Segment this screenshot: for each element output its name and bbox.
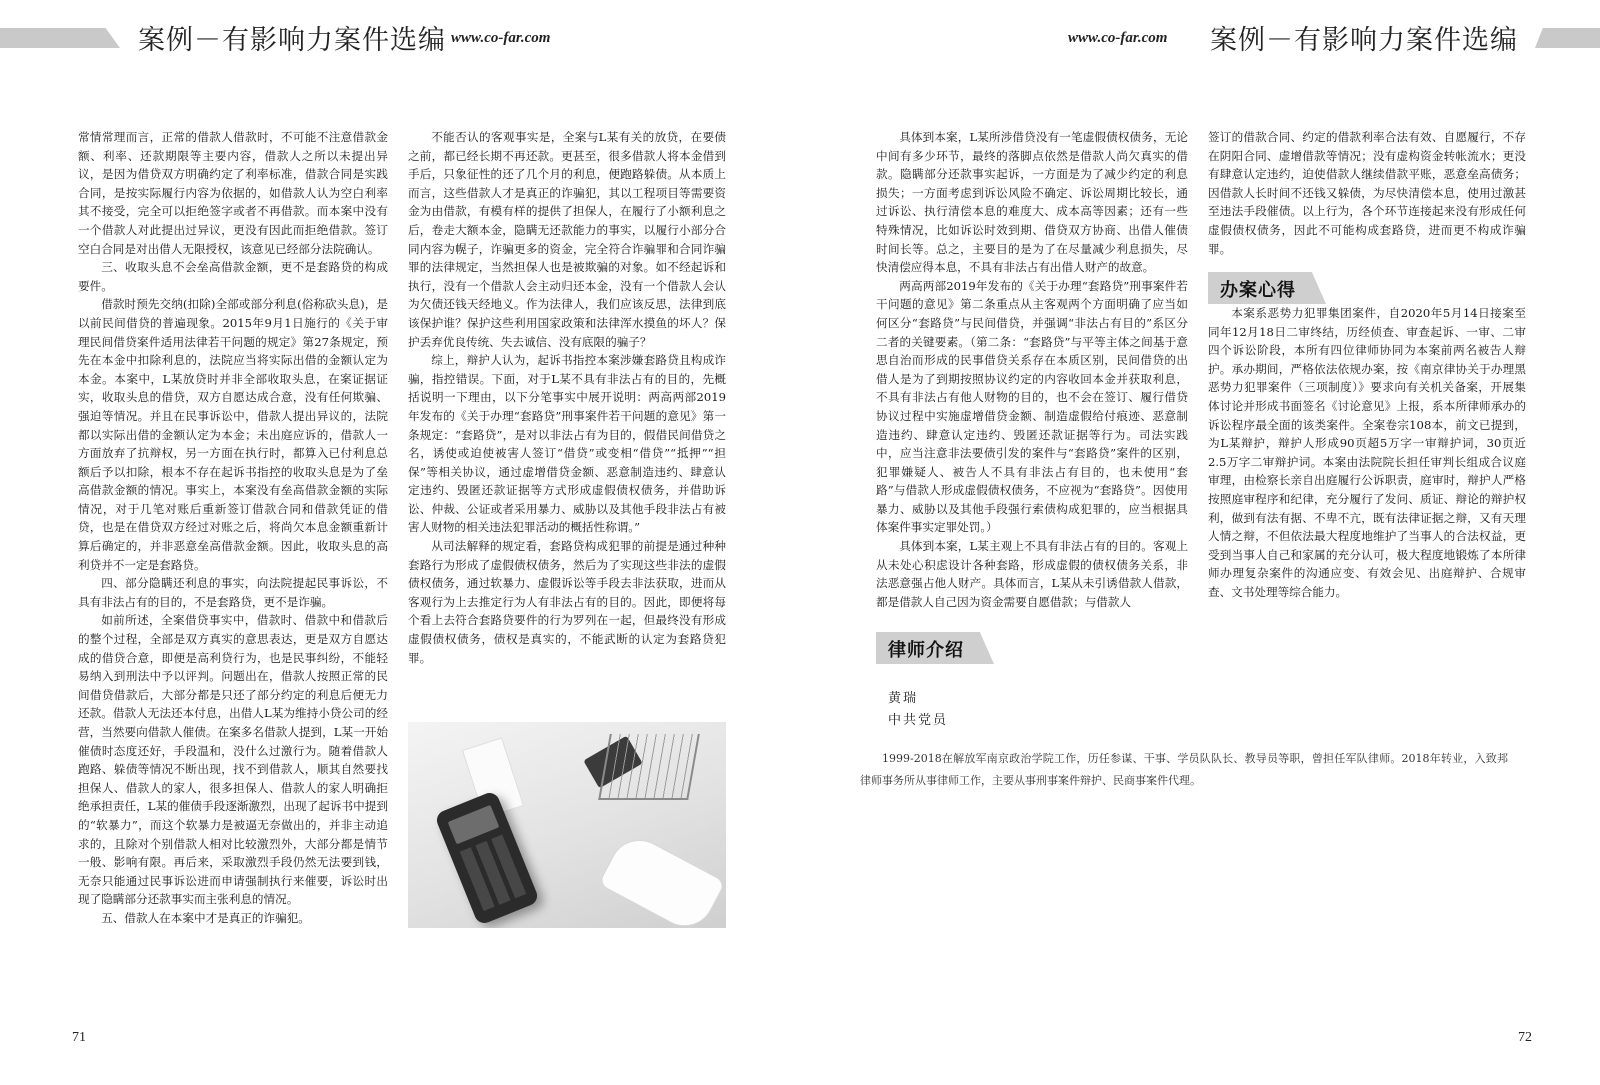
- pos-terminal-photo: [408, 722, 726, 928]
- receipt-roll: [598, 829, 726, 928]
- header-stripe: [0, 28, 120, 48]
- right-column-2-top: [1208, 128, 1526, 258]
- paragraph: 三、收取头息不会垒高借款金额，更不是套路贷的构成要件。: [78, 260, 388, 293]
- paragraph: 从司法解释的规定看，套路贷构成犯罪的前提是通过种种套路行为形成了虚假债权债务，然后为了实现这些非法的虚假债权债务，通过软暴力、虚假诉讼等手段去非法获取，进而从客观行为上去推定行为人有非法占有的目的。因此，即便将每个看上去符合套路贷要件的行为罗列在一起，但最终没有形成虚假债权债务，债权是真实的，不能武断的认定为套路贷犯罪。: [408, 539, 726, 665]
- paragraph: 五、借款人在本案中才是真正的诈骗犯。: [101, 910, 310, 925]
- lawyer-intro-tab-label: 律师介绍: [888, 640, 964, 661]
- right-column-2-bottom: [1208, 304, 1526, 602]
- pos-terminal: [434, 790, 540, 926]
- left-column-2: [408, 128, 726, 667]
- paragraph: 四、部分隐瞒还利息的事实，向法院提起民事诉讼，不具有非法占有的目的，不是套路贷，更不是诈骗。: [78, 576, 388, 609]
- paragraph: 如前所述，全案借贷事实中，借款时、借款中和借款后的整个过程，全部是双方真实的意思表达，更是双方自愿达成的借贷合意，即便是高利贷行为，也是民事纠纷，不能轻易纳入到刑法中予以评判。问题出在，借款人按照正常的民间借贷借款后，大部分都是只还了部分约定的利息后便无力还款。借款人无法还本付息，出借人L某为维持小贷公司的经营，当然要向借款人催债。在案多名借款人提到，L某一开始催债时态度还好，手段温和，没什么过激行为。随着借款人跑路、躲债等情况不断出现，找不到借款人，顺其自然要找担保人、借款人的家人，很多担保人、借款人的家人明确拒绝承担责任，L某的催债手段逐渐激烈，出现了起诉书中提到的“软暴力”，而这个软暴力是被逼无奈做出的，并非主动追求的，且除对个别借款人相对比较激烈外，大部分都是情节一般、影响有限。再后来，采取激烈手段仍然无法要到钱，无奈只能通过民事诉讼进而申请强制执行来催要，诉讼时出现了隐瞒部分还款事实而主张利息的情况。: [78, 613, 388, 907]
- experience-tab-label: 办案心得: [1220, 280, 1296, 301]
- lawyer-bio: 1999-2018在解放军南京政治学院工作，历任参谋、干事、学员队队长、教导员等职，曾担任军队律师。2018年转业，入致邦律师事务所从事律师工作，主要从事刑事案件辩护、民商事案件代理。: [860, 752, 1508, 787]
- paragraph: 具体到本案，L某主观上不具有非法占有的目的。客观上从未处心积虑设计各种套路，形成虚假的债权债务关系，非法恶意强占他人财产。具体而言，L某从未引诱借款人借款，都是借款人自己因为资金需要自愿借款；与借款人: [876, 539, 1188, 609]
- lawyer-name: 黄瑞: [888, 691, 919, 706]
- terminal-keypad: [460, 835, 527, 912]
- right-column-1: [876, 128, 1188, 611]
- paragraph: 具体到本案，L某所涉借贷没有一笔虚假债权债务，无论中间有多少环节，最终的落脚点依然是借款人尚欠真实的借款。隐瞒部分还款事实起诉，一方面是为了减少约定的利息损失；一方面考虑到诉讼风险不确定、诉讼周期比较长，通过诉讼、执行清偿本息的难度大、成本高等因素；还有一些特殊情况，比如诉讼时效到期、借贷双方协商、出借人催债时间长等。总之，主要目的是为了在尽量减少利息损失，尽快清偿应得本息，不具有非法占有出借人财产的故意。: [876, 130, 1188, 275]
- header-url: www.co-far.com: [1068, 30, 1168, 46]
- paragraph: 两高两部2019年发布的《关于办理“套路贷”刑事案件若干问题的意见》第二条重点从主客观两个方面明确了应当如何区分“套路贷”与民间借贷，并强调“非法占有目的”系区分二者的关键要素。（第二条：“套路贷”与平等主体之间基于意思自治而形成的民事借贷关系存在本质区别，民间借贷的出借人是为了到期按照协议约定的内容收回本金并获取利息，不具有非法占有他人财物的目的，也不会在签订、履行借贷协议过程中实施虚增借贷金额、制造虚假给付痕迹、恶意制造违约、肆意认定违约、毁匿还款证据等行为。司法实践中，应当注意非法要债引发的案件与“套路贷”案件的区别，犯罪嫌疑人、被告人不具有非法占有目的，也未使用“套路”与借款人形成虚假债权债务，不应视为“套路贷”。因使用暴力、威胁以及其他手段强行索债构成犯罪的，应当根据具体案件事实定罪处罚。）: [876, 278, 1188, 535]
- paragraph: 常情常理而言，正常的借款人借款时，不可能不注意借款金额、利率、还款期限等主要内容，借款人之所以未提出异议，是因为借贷双方明确约定了利率标准，借款合同是实践合同，是按实际履行内容为依据的，如借款人认为空白利率其不接受，完全可以拒绝签字或者不再借款。而本案中没有一个借款人对此提出过异议，更没有因此而拒绝借款。签订空白合同是对出借人无限授权，该意见已经部分法院确认。: [78, 130, 388, 256]
- lawyer-intro-tab: [876, 632, 994, 664]
- header-stripe: [1535, 28, 1600, 48]
- left-column-1: [78, 128, 388, 928]
- experience-tab: [1208, 272, 1326, 304]
- shopping-cart-icon: [598, 734, 700, 800]
- header-title: 案例－有影响力案件选编: [138, 25, 446, 56]
- header-url: www.co-far.com: [451, 30, 551, 46]
- paragraph: 借款时预先交纳(扣除)全部或部分利息(俗称砍头息)，是以前民间借贷的普遍现象。2015年9月1日施行的《关于审理民间借贷案件适用法律若干问题的规定》第27条规定，预先在本金中扣除利息的，法院应当将实际出借的金额认定为本金。本案中，L某放贷时并非全部收取头息，在案证据证实，收取头息的借贷，双方自愿达成合意，没有任何欺骗、强迫等情况。并且在民事诉讼中，借款人提出异议的，法院都以实际出借的金额认定为本金；未出庭应诉的，借款人一方面放弃了抗辩权，另一方面在执行时，都算入已付利息总额后予以扣除，根本不存在起诉书指控的收取头息是为了垒高借款金额的情况。事实上，本案没有垒高借款金额的实际情况，对于几笔对账后重新签订借款合同和借款凭证的借贷，也是在借贷双方经过对账之后，将尚欠本息金额重新计算后确定的，并非恶意垒高借款金额。因此，收取头息的高利贷并不一定是套路贷。: [78, 297, 388, 572]
- paragraph: 本案系恶势力犯罪集团案件，自2020年5月14日接案至同年12月18日二审终结，历经侦查、审查起诉、一审、二审四个诉讼阶段，本所有四位律师协同为本案前两名被告人辩护。承办期间，严格依法依规办案，按《南京律协关于办理黑恶势力犯罪案件（三项制度）》要求向有关机关备案，开展集体讨论并形成书面签名《讨论意见》上报，系本所律师承办的诉讼程序最全面的该类案件。全案卷宗108本，前文已提到，为L某辩护，辩护人形成90页超5万字一审辩护词，30页近2.5万字二审辩护词。本案由法院院长担任审判长组成合议庭审理，由检察长亲自出庭履行公诉职责，庭审时，辩护人严格按照庭审程序和纪律，充分履行了发问、质证、辩论的辩护权利，做到有法有据、不卑不亢，既有法律证据之辩，又有天理人情之辩，不但依法最大程度地维护了当事人的合法权益，更受到当事人自己和家属的充分认可，极大程度地锻炼了本所律师办理复杂案件的沟通应变、有效会见、出庭辩护、合规审查、文书处理等综合能力。: [1208, 306, 1526, 599]
- page-number: 72: [1518, 1030, 1532, 1045]
- paragraph: 签订的借款合同、约定的借款利率合法有效、自愿履行，不存在阴阳合同、虚增借款等情况；没有虚构资金转帐流水；更没有肆意认定违约，迫使借款人继续借款平账，恶意垒高债务；因借款人长时间不还钱又躲债，为尽快清偿本息，使用过激甚至违法手段催债。以上行为，各个环节连接起来没有形成任何虚假债权债务，因此不可能构成套路贷，进而更不构成诈骗罪。: [1208, 130, 1526, 256]
- paragraph: 不能否认的客观事实是，全案与L某有关的放贷，在要债之前，都已经长期不再还款。更甚至，很多借款人将本金借到手后，只象征性的还了几个月的利息，便跑路躲债。从本质上而言，这些借款人才是真正的诈骗犯，其以工程项目等需要资金为由借款，有模有样的提供了担保人，在履行了小额利息之后，卷走大额本金，隐瞒无还款能力的事实，以履行小部分合同内容为幌子，诈骗更多的资金，完全符合诈骗罪和合同诈骗罪的法律规定，当然担保人也是被欺骗的对象。如不经起诉和执行，没有一个借款人会主动归还本金，没有一个借款人会认为欠债还钱天经地义。作为法律人，我们应该反思，法律到底该保护谁？保护这些利用国家政策和法律浑水摸鱼的坏人？保护丢弃优良传统、失去诚信、没有底限的骗子？: [408, 130, 726, 349]
- header-title: 案例－有影响力案件选编: [1210, 25, 1518, 56]
- lawyer-party: 中共党员: [888, 713, 949, 728]
- page-number: 71: [72, 1030, 86, 1045]
- paragraph: 综上，辩护人认为，起诉书指控本案涉嫌套路贷且构成诈骗，指控错误。下面，对于L某不具有非法占有的目的，先概括说明一下理由，以下分笔事实中展开说明：两高两部2019年发布的《关于办理“套路贷”刑事案件若干问题的意见》第一条规定：“套路贷”，是对以非法占有为目的，假借民间借贷之名，诱使或迫使被害人签订“借贷”或变相“借贷”“抵押”“担保”等相关协议，通过虚增借贷金额、恶意制造违约、肆意认定违约、毁匿还款证据等方式形成虚假债权债务，并借助诉讼、仲裁、公证或者采用暴力、威胁以及其他手段非法占有被害人财物的相关违法犯罪活动的概括性称谓。”: [408, 353, 726, 535]
- right-page: [800, 0, 1600, 1085]
